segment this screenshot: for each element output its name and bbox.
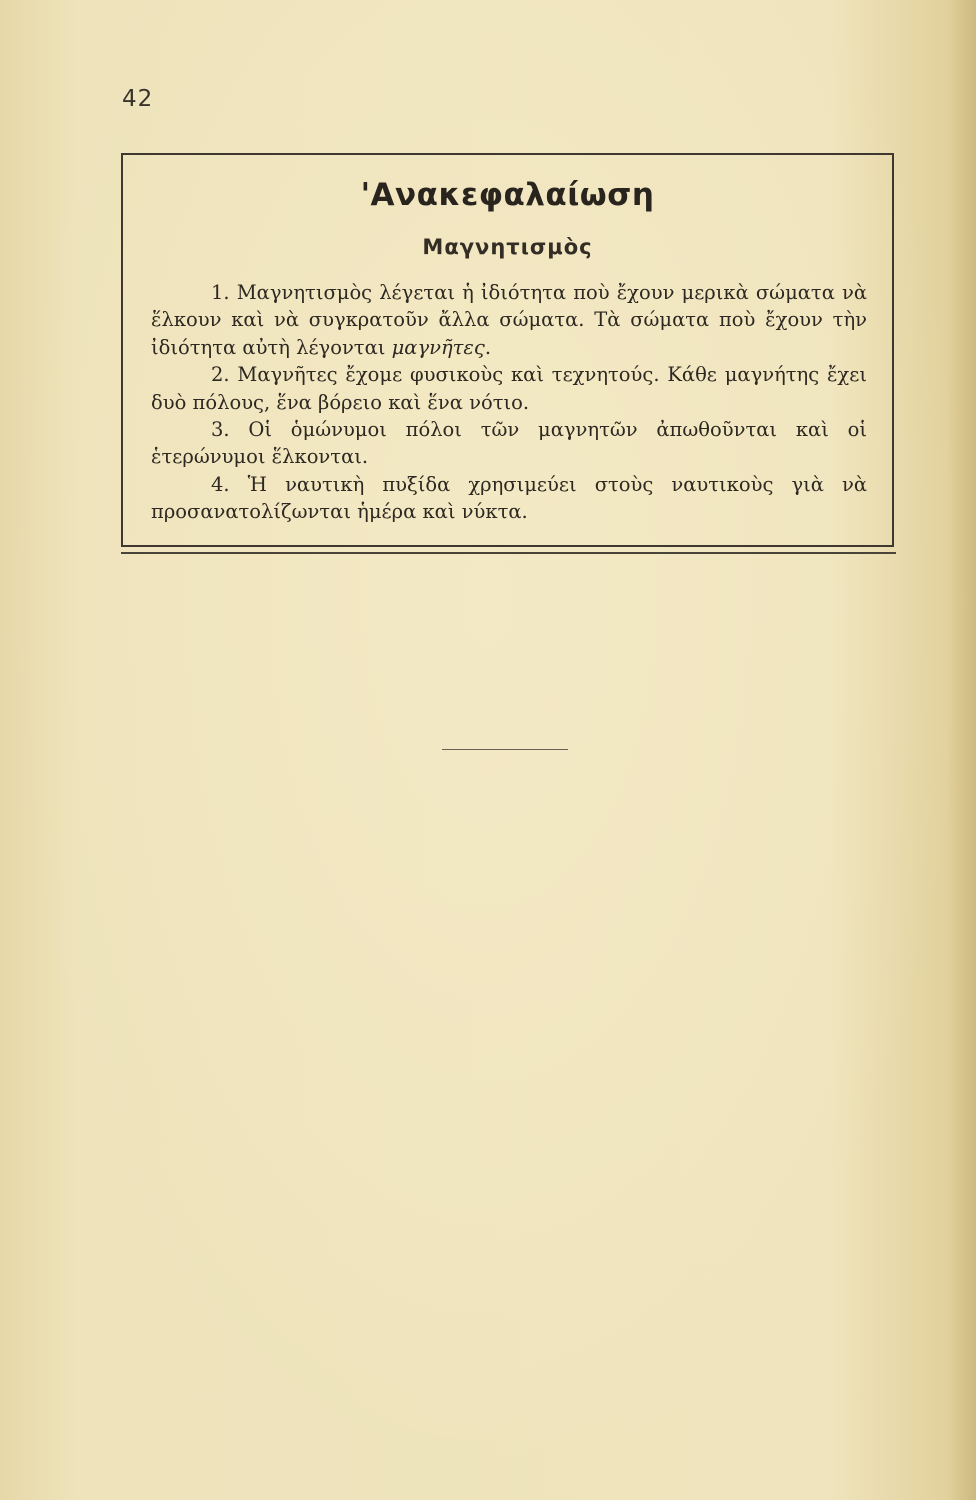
summary-title: 'Ανακεφαλαίωση bbox=[360, 177, 655, 213]
summary-subtitle: Μαγνητισμὸς bbox=[422, 235, 593, 259]
summary-item-1-end: . bbox=[484, 335, 492, 359]
summary-item-3: 3. Οἱ ὁμώνυμοι πόλοι τῶν μαγνητῶν ἀπωθοῦνται καὶ οἱ ἑτερώνυμοι ἕλκονται. bbox=[151, 418, 867, 469]
end-of-chapter-rule bbox=[442, 749, 568, 750]
summary-list bbox=[151, 279, 867, 526]
summary-box bbox=[121, 153, 894, 547]
box-bottom-rule bbox=[121, 552, 896, 554]
summary-item-4: 4. Ἡ ναυτικὴ πυξίδα χρησιμεύει στοὺς ναυτικοὺς γιὰ νὰ προσανατολίζωνται ἡμέρα καὶ νύκτα. bbox=[151, 472, 867, 524]
summary-item-1-text: 1. Μαγνητισμὸς λέγεται ἡ ἰδιότητα ποὺ ἔχουν μερικὰ σώματα νὰ ἕλκουν καὶ νὰ συγκρατοῦν ἄλλα σώματα. Τὰ σώματα ποὺ ἔχουν τὴν ἰδιότητα αὐτὴ λέγονται bbox=[151, 281, 867, 359]
page-number: 42 bbox=[122, 86, 154, 112]
summary-item-1 bbox=[151, 279, 867, 361]
summary-item-1-emphasis: μαγνῆτες bbox=[391, 335, 485, 359]
summary-item-2: 2. Μαγνῆτες ἔχομε φυσικοὺς καὶ τεχνητούς. Κάθε μαγνήτης ἔχει δυὸ πόλους, ἕνα βόρειο καὶ ἕνα νότιο. bbox=[151, 363, 867, 414]
